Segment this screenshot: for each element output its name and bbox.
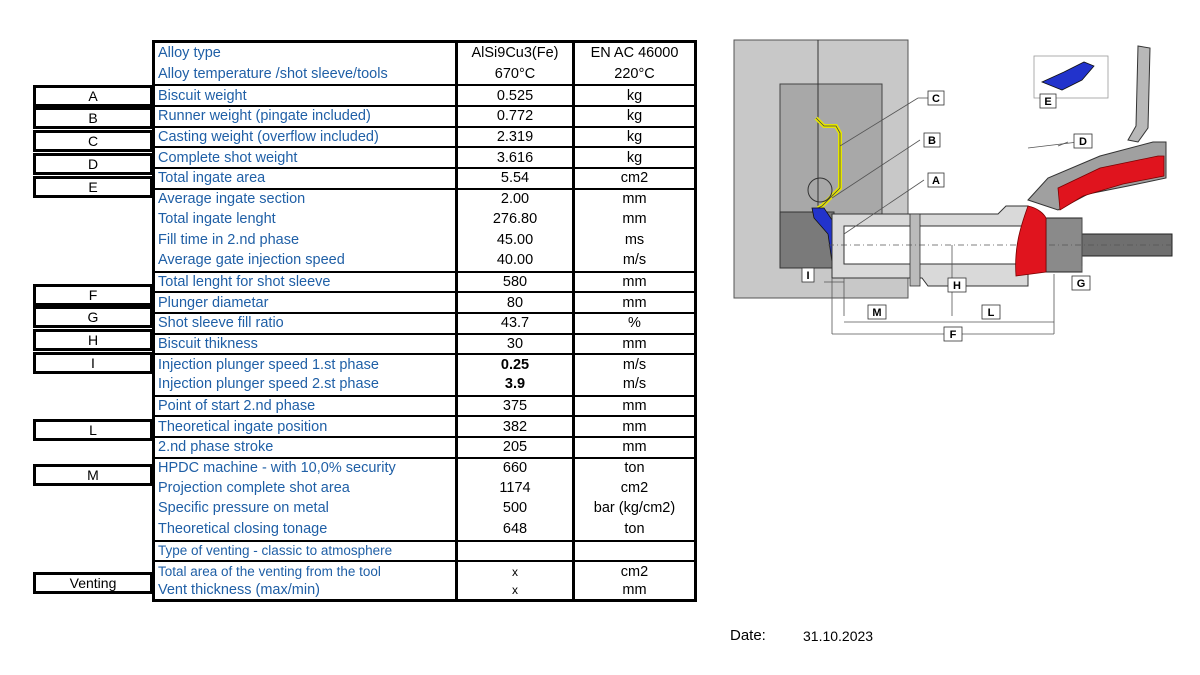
param-unit: mm bbox=[572, 397, 694, 416]
param-value: x bbox=[455, 562, 572, 581]
letter-c: C bbox=[33, 130, 153, 152]
param-value: 205 bbox=[455, 438, 572, 457]
param-label: Theoretical closing tonage bbox=[158, 521, 328, 538]
param-label: Average ingate section bbox=[158, 191, 306, 208]
table-row bbox=[155, 498, 694, 519]
parameters-table bbox=[152, 40, 697, 602]
param-label: 2.nd phase stroke bbox=[158, 439, 274, 456]
param-unit: mm bbox=[572, 209, 694, 230]
label-a: A bbox=[932, 175, 940, 187]
table-row bbox=[155, 395, 694, 416]
param-label: Total lenght for shot sleeve bbox=[158, 273, 331, 290]
label-d: D bbox=[1079, 136, 1087, 148]
param-label: Casting weight (overflow included) bbox=[158, 129, 379, 146]
label-h: H bbox=[953, 280, 961, 292]
param-label: Point of start 2.nd phase bbox=[158, 398, 316, 415]
letter-e: E bbox=[33, 176, 153, 198]
param-value: 670°C bbox=[455, 64, 572, 85]
param-unit: 220°C bbox=[572, 64, 694, 85]
label-l: L bbox=[987, 307, 995, 319]
param-unit: bar (kg/cm2) bbox=[572, 498, 694, 519]
param-unit: mm bbox=[572, 190, 694, 209]
param-label: Projection complete shot area bbox=[158, 479, 350, 496]
param-unit: kg bbox=[572, 86, 694, 105]
table-row bbox=[155, 333, 694, 354]
table-row bbox=[155, 105, 694, 126]
param-value: AlSi9Cu3(Fe) bbox=[455, 43, 572, 64]
leader-d-2 bbox=[1028, 142, 1078, 148]
table-row bbox=[155, 167, 694, 188]
table-row bbox=[155, 188, 694, 209]
table-row bbox=[155, 540, 694, 561]
param-label: Runner weight (pingate included) bbox=[158, 108, 371, 125]
date-value: 31.10.2023 bbox=[803, 628, 874, 644]
param-value: 30 bbox=[455, 335, 572, 354]
param-unit: ton bbox=[572, 459, 694, 478]
param-value: 276.80 bbox=[455, 209, 572, 230]
table-row bbox=[155, 457, 694, 478]
param-value: 648 bbox=[455, 519, 572, 540]
letter-g: G bbox=[33, 306, 153, 328]
table-row bbox=[155, 415, 694, 436]
table-row bbox=[155, 84, 694, 105]
shot-sleeve-diagram bbox=[728, 38, 1178, 348]
param-value: 45.00 bbox=[455, 229, 572, 250]
label-f: F bbox=[949, 329, 957, 341]
table-row bbox=[155, 146, 694, 167]
letter-l: L bbox=[33, 419, 153, 441]
param-label: Average gate injection speed bbox=[158, 252, 345, 269]
table-row bbox=[155, 436, 694, 457]
param-unit: kg bbox=[572, 148, 694, 167]
param-label: Biscuit thikness bbox=[158, 335, 258, 352]
param-unit: mm bbox=[572, 293, 694, 312]
param-value: 0.772 bbox=[455, 107, 572, 126]
param-label: Alloy type bbox=[158, 45, 221, 62]
table-row bbox=[155, 560, 694, 581]
param-value: 382 bbox=[455, 417, 572, 436]
label-g: G bbox=[1076, 278, 1086, 290]
param-label: Biscuit weight bbox=[158, 87, 247, 104]
letter-b: B bbox=[33, 107, 153, 129]
label-e: E bbox=[1044, 96, 1052, 108]
table-row bbox=[155, 126, 694, 147]
letter-a: A bbox=[33, 85, 153, 107]
param-unit bbox=[572, 542, 694, 561]
letter-venting: Venting bbox=[33, 572, 153, 594]
param-label: HPDC machine - with 10,0% security bbox=[158, 460, 396, 477]
param-unit: mm bbox=[572, 335, 694, 354]
param-unit: m/s bbox=[572, 374, 694, 395]
param-value: 2.00 bbox=[455, 190, 572, 209]
label-m: M bbox=[872, 307, 882, 319]
param-label: Specific pressure on metal bbox=[158, 500, 329, 517]
param-unit: kg bbox=[572, 107, 694, 126]
param-value: 375 bbox=[455, 397, 572, 416]
param-unit: mm bbox=[572, 581, 694, 599]
table-row bbox=[155, 291, 694, 312]
ladle-handle bbox=[1128, 46, 1150, 142]
param-value: 660 bbox=[455, 459, 572, 478]
param-unit: % bbox=[572, 314, 694, 333]
param-label: Total ingate lenght bbox=[158, 210, 276, 227]
param-unit: EN AC 46000 bbox=[572, 43, 694, 64]
table-header-row bbox=[155, 43, 694, 64]
table-row bbox=[155, 64, 694, 85]
letter-i: I bbox=[33, 352, 153, 374]
param-label: Plunger diametar bbox=[158, 294, 269, 311]
param-label: Type of venting - classic to atmosphere bbox=[158, 543, 393, 559]
table-row bbox=[155, 519, 694, 540]
label-b: B bbox=[928, 135, 936, 147]
param-unit: cm2 bbox=[572, 562, 694, 581]
param-value: 43.7 bbox=[455, 314, 572, 333]
param-label: Shot sleeve fill ratio bbox=[158, 315, 284, 332]
param-value bbox=[455, 542, 572, 561]
table-row bbox=[155, 374, 694, 395]
param-label: Alloy temperature /shot sleeve/tools bbox=[158, 66, 388, 83]
param-label: Complete shot weight bbox=[158, 149, 298, 166]
param-label: Theoretical ingate position bbox=[158, 418, 328, 435]
param-label: Injection plunger speed 2.st phase bbox=[158, 376, 379, 393]
table-row bbox=[155, 209, 694, 230]
sleeve-ring bbox=[910, 214, 920, 286]
param-unit: ms bbox=[572, 229, 694, 250]
table-row bbox=[155, 271, 694, 292]
letter-d: D bbox=[33, 153, 153, 175]
table-row bbox=[155, 477, 694, 498]
param-unit: cm2 bbox=[572, 477, 694, 498]
param-value: 5.54 bbox=[455, 169, 572, 188]
param-unit: m/s bbox=[572, 355, 694, 374]
param-unit: mm bbox=[572, 273, 694, 292]
param-value: 500 bbox=[455, 498, 572, 519]
param-value: 2.319 bbox=[455, 128, 572, 147]
param-value: 580 bbox=[455, 273, 572, 292]
letter-f: F bbox=[33, 284, 153, 306]
param-value: 40.00 bbox=[455, 250, 572, 271]
param-value: 80 bbox=[455, 293, 572, 312]
param-unit: cm2 bbox=[572, 169, 694, 188]
date-label: Date: bbox=[730, 627, 766, 644]
letter-m: M bbox=[33, 464, 153, 486]
label-c: C bbox=[932, 93, 940, 105]
param-value: 3.9 bbox=[455, 374, 572, 395]
param-label: Total ingate area bbox=[158, 170, 266, 187]
param-unit: mm bbox=[572, 417, 694, 436]
param-value: 0.525 bbox=[455, 86, 572, 105]
param-label: Vent thickness (max/min) bbox=[158, 581, 320, 598]
param-value: x bbox=[455, 581, 572, 599]
table-row bbox=[155, 229, 694, 250]
param-value: 0.25 bbox=[455, 355, 572, 374]
param-unit: mm bbox=[572, 438, 694, 457]
table-row bbox=[155, 581, 694, 602]
label-i: I bbox=[806, 270, 810, 282]
param-value: 1174 bbox=[455, 477, 572, 498]
table-row bbox=[155, 312, 694, 333]
letter-h: H bbox=[33, 329, 153, 351]
param-label: Fill time in 2.nd phase bbox=[158, 231, 300, 248]
param-unit: kg bbox=[572, 128, 694, 147]
table-row bbox=[155, 250, 694, 271]
param-label: Total area of the venting from the tool bbox=[158, 564, 381, 580]
param-unit: ton bbox=[572, 519, 694, 540]
param-label: Injection plunger speed 1.st phase bbox=[158, 356, 379, 373]
param-value: 3.616 bbox=[455, 148, 572, 167]
table-row bbox=[155, 353, 694, 374]
param-unit: m/s bbox=[572, 250, 694, 271]
